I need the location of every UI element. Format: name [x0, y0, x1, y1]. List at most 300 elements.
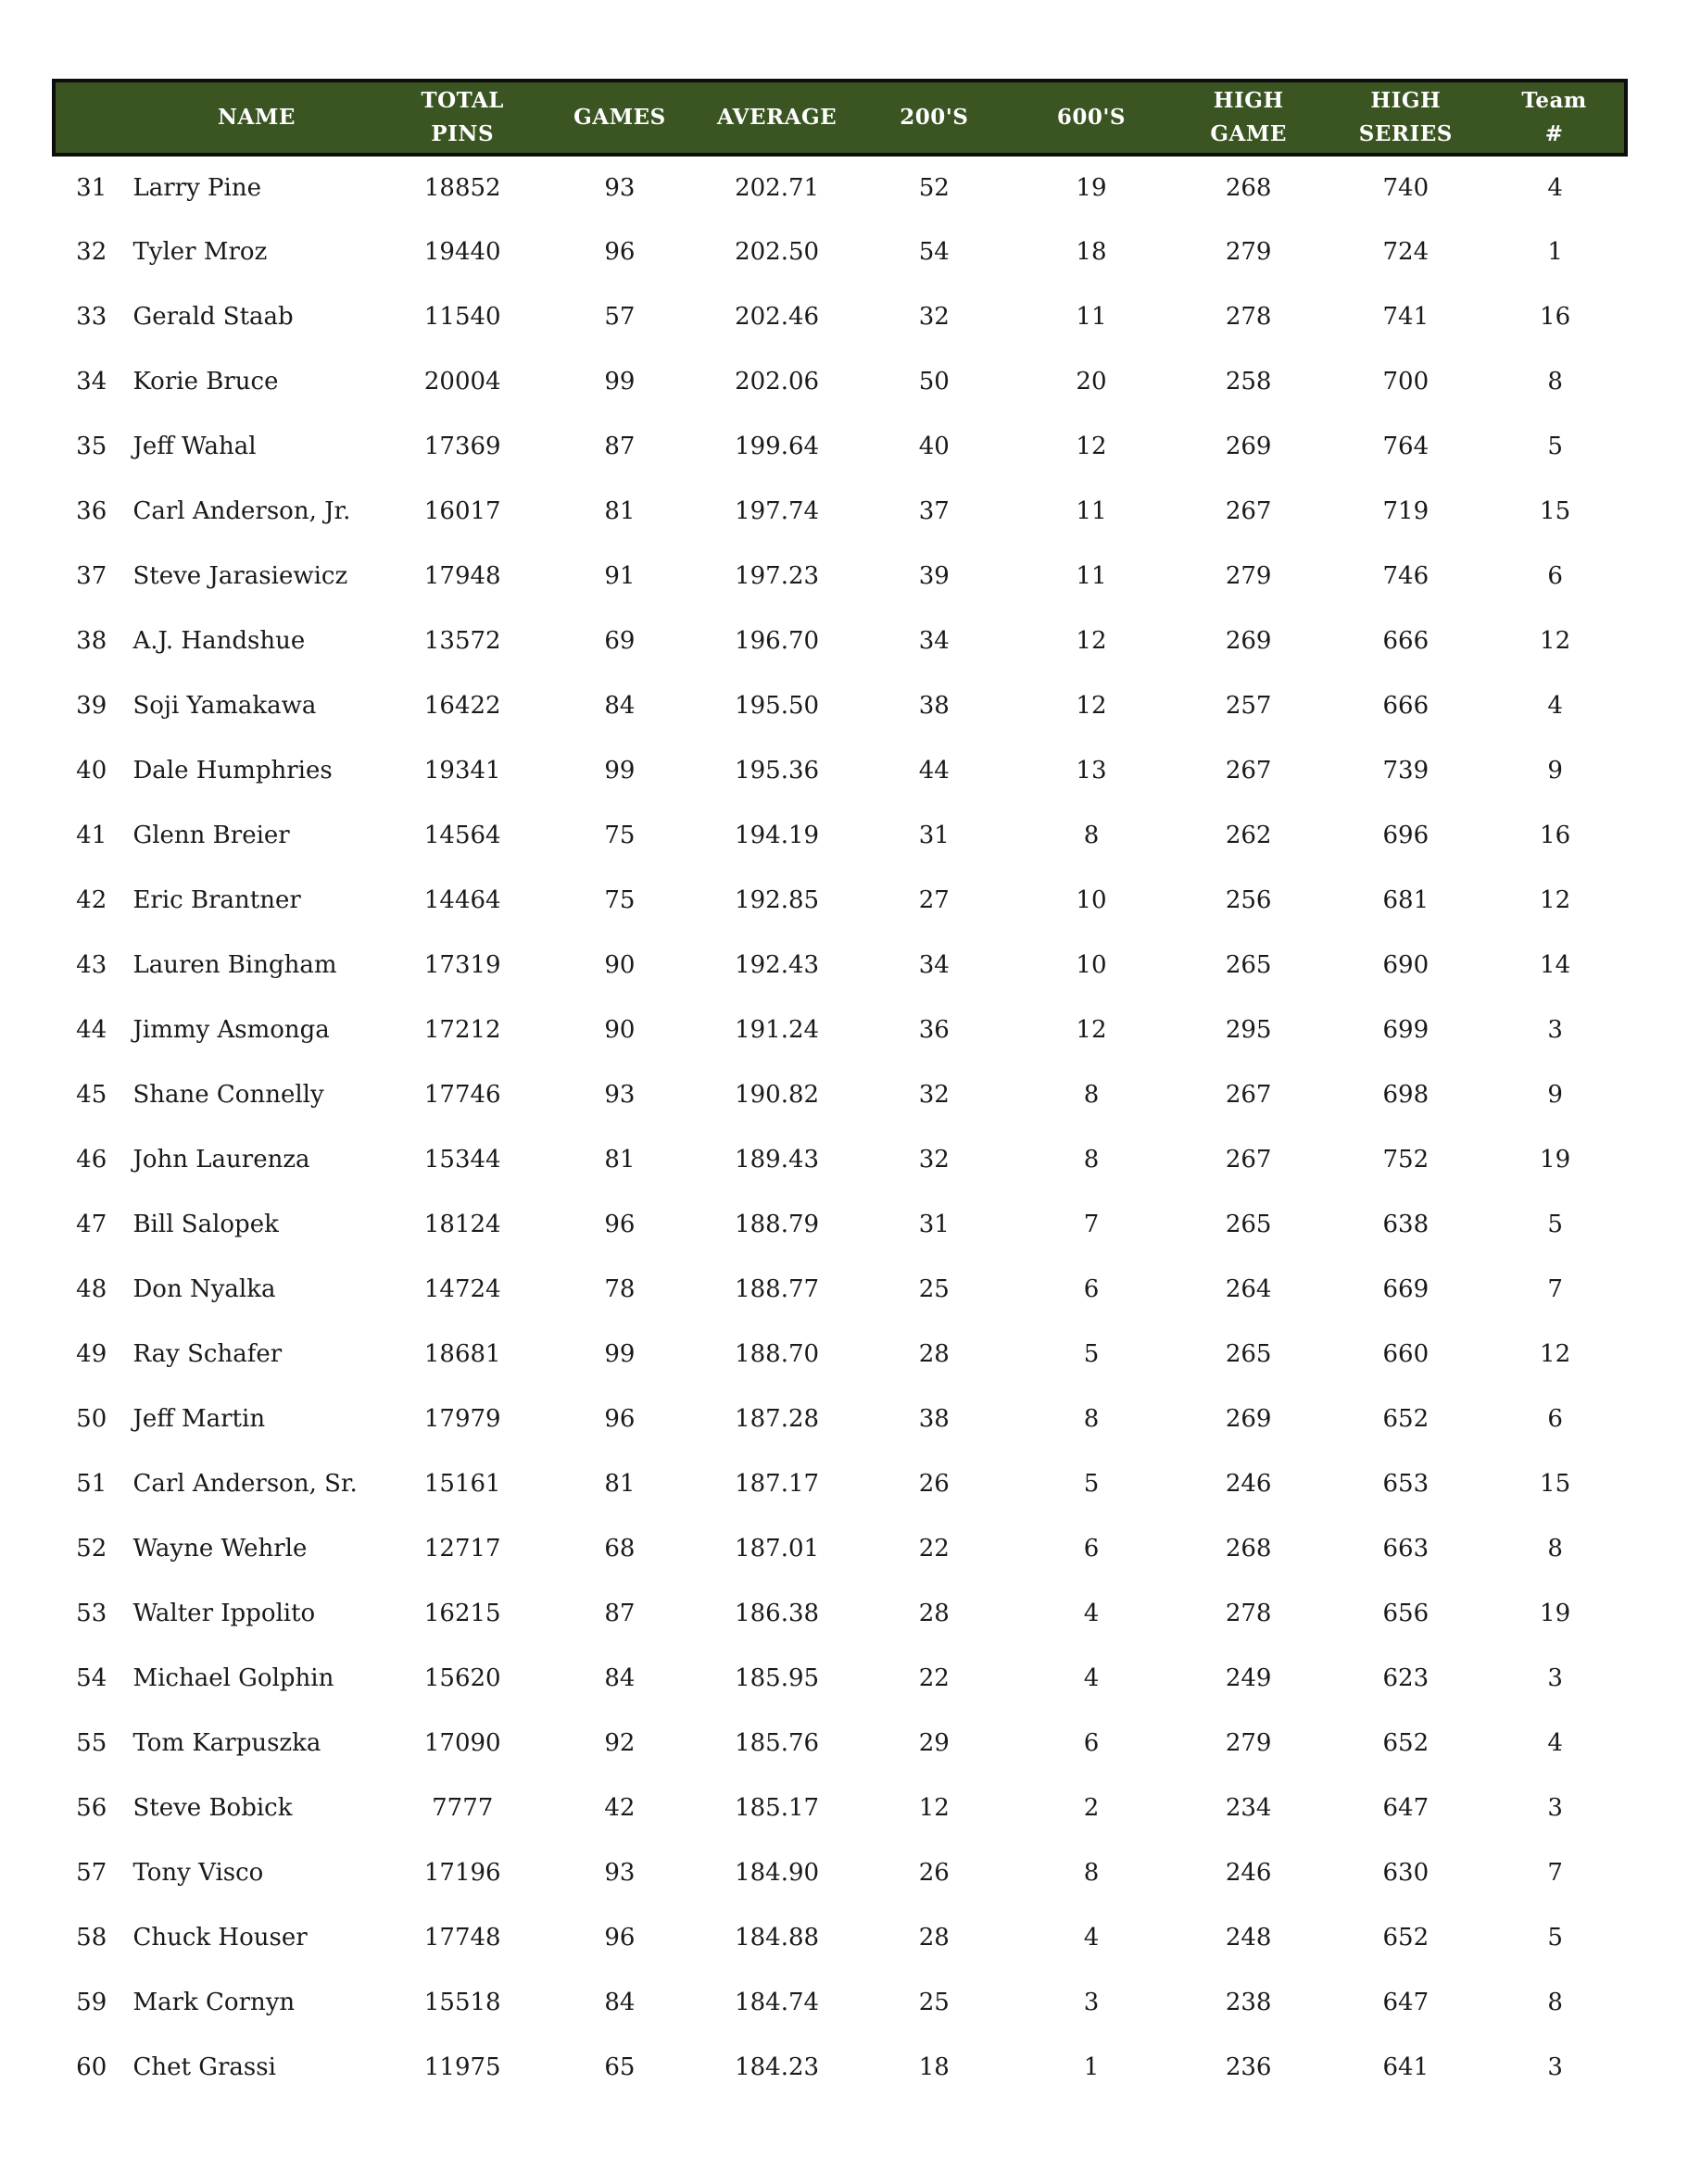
cell-total_pins: 18124: [423, 1211, 501, 1238]
cell-name: Don Nyalka: [132, 1275, 276, 1303]
table-row: [54, 1776, 1626, 1840]
cell-high_game: 267: [1225, 1146, 1272, 1174]
cell-two_hundreds: 12: [918, 1794, 950, 1822]
cell-high_series: 746: [1382, 562, 1430, 590]
table-header: [54, 81, 1626, 155]
column-header-games: [541, 81, 699, 155]
cell-six_hundreds: 12: [1076, 433, 1107, 460]
cell-average: 188.79: [735, 1211, 820, 1238]
cell-average: 187.01: [735, 1535, 820, 1563]
cell-two_hundreds: 32: [918, 1146, 950, 1174]
cell-team: 4: [1547, 692, 1563, 720]
cell-six_hundreds: 19: [1076, 174, 1107, 202]
cell-name: Wayne Wehrle: [132, 1535, 308, 1563]
cell-rank: 45: [76, 1081, 107, 1109]
cell-games: 93: [604, 1081, 636, 1109]
cell-total_pins: 15620: [423, 1664, 501, 1692]
cell-team: 7: [1547, 1275, 1563, 1303]
cell-rank: 35: [76, 433, 107, 460]
column-header-total_pins-text: PINS: [431, 121, 495, 146]
cell-average: 196.70: [735, 627, 820, 655]
cell-average: 188.77: [735, 1275, 820, 1303]
cell-rank: 42: [76, 886, 107, 914]
table-row: [54, 1711, 1626, 1776]
cell-two_hundreds: 54: [918, 238, 950, 266]
cell-six_hundreds: 11: [1076, 303, 1107, 331]
cell-high_game: 264: [1225, 1275, 1272, 1303]
cell-name: Shane Connelly: [132, 1081, 324, 1109]
cell-name: Lauren Bingham: [132, 951, 337, 979]
cell-rank: 41: [76, 822, 107, 849]
cell-high_series: 741: [1382, 303, 1430, 331]
cell-team: 3: [1547, 1016, 1563, 1044]
table-row: [54, 1387, 1626, 1451]
table-row: [54, 998, 1626, 1062]
column-header-total_pins: [384, 81, 541, 155]
cell-average: 202.46: [735, 303, 820, 331]
cell-rank: 44: [76, 1016, 107, 1044]
cell-name: John Laurenza: [132, 1146, 310, 1174]
cell-high_series: 690: [1382, 951, 1430, 979]
table-row: [54, 673, 1626, 738]
cell-average: 187.28: [735, 1405, 820, 1433]
cell-high_game: 248: [1225, 1924, 1272, 1952]
cell-games: 57: [604, 303, 636, 331]
cell-six_hundreds: 5: [1083, 1340, 1100, 1368]
cell-name: Jeff Martin: [132, 1405, 266, 1433]
cell-rank: 38: [76, 627, 107, 655]
column-header-high_game-text: HIGH: [1213, 88, 1284, 113]
cell-name: Glenn Breier: [132, 822, 290, 849]
cell-games: 92: [604, 1729, 636, 1757]
cell-average: 202.06: [735, 368, 820, 395]
cell-name: Walter Ippolito: [132, 1600, 316, 1627]
cell-average: 192.43: [735, 951, 820, 979]
cell-high_series: 724: [1382, 238, 1430, 266]
cell-team: 3: [1547, 1794, 1563, 1822]
cell-high_series: 647: [1382, 1989, 1430, 2016]
cell-games: 42: [604, 1794, 636, 1822]
cell-name: Bill Salopek: [132, 1211, 279, 1238]
cell-average: 191.24: [735, 1016, 820, 1044]
cell-average: 192.85: [735, 886, 820, 914]
cell-games: 65: [604, 2053, 636, 2081]
cell-games: 81: [604, 497, 636, 525]
table-row: [54, 544, 1626, 609]
cell-rank: 49: [76, 1340, 107, 1368]
cell-games: 78: [604, 1275, 636, 1303]
cell-team: 4: [1547, 1729, 1563, 1757]
cell-average: 190.82: [735, 1081, 820, 1109]
cell-total_pins: 16422: [423, 692, 501, 720]
cell-six_hundreds: 4: [1083, 1924, 1100, 1952]
table-row: [54, 1127, 1626, 1192]
cell-name: Gerald Staab: [132, 303, 294, 331]
cell-team: 12: [1540, 627, 1571, 655]
cell-name: Jeff Wahal: [132, 433, 257, 460]
cell-two_hundreds: 40: [918, 433, 950, 460]
cell-rank: 52: [76, 1535, 107, 1563]
cell-two_hundreds: 36: [918, 1016, 950, 1044]
cell-six_hundreds: 12: [1076, 1016, 1107, 1044]
cell-six_hundreds: 11: [1076, 562, 1107, 590]
cell-games: 90: [604, 1016, 636, 1044]
table-row: [54, 1581, 1626, 1646]
cell-name: Carl Anderson, Sr.: [132, 1470, 358, 1498]
cell-high_series: 656: [1382, 1600, 1430, 1627]
column-header-high_game: [1170, 81, 1328, 155]
cell-rank: 31: [76, 174, 107, 202]
cell-name: Tom Karpuszka: [132, 1729, 321, 1757]
cell-high_game: 262: [1225, 822, 1272, 849]
column-header-name-text: NAME: [217, 105, 296, 130]
cell-two_hundreds: 50: [918, 368, 950, 395]
table-row: [54, 155, 1626, 220]
cell-name: Chuck Houser: [132, 1924, 308, 1952]
cell-rank: 34: [76, 368, 107, 395]
cell-rank: 53: [76, 1600, 107, 1627]
cell-two_hundreds: 32: [918, 1081, 950, 1109]
cell-high_game: 265: [1225, 951, 1272, 979]
cell-games: 69: [604, 627, 636, 655]
cell-six_hundreds: 13: [1076, 757, 1107, 784]
cell-average: 184.88: [735, 1924, 820, 1952]
cell-games: 96: [604, 1211, 636, 1238]
cell-average: 197.74: [735, 497, 820, 525]
cell-total_pins: 15344: [423, 1146, 501, 1174]
cell-games: 93: [604, 1859, 636, 1887]
cell-six_hundreds: 18: [1076, 238, 1107, 266]
cell-average: 184.74: [735, 1989, 820, 2016]
cell-rank: 43: [76, 951, 107, 979]
cell-six_hundreds: 10: [1076, 886, 1107, 914]
cell-rank: 47: [76, 1211, 107, 1238]
cell-name: Tony Visco: [132, 1859, 264, 1887]
cell-rank: 36: [76, 497, 107, 525]
cell-high_series: 719: [1382, 497, 1430, 525]
cell-average: 185.17: [735, 1794, 820, 1822]
cell-team: 1: [1547, 238, 1563, 266]
cell-team: 9: [1547, 757, 1563, 784]
cell-rank: 59: [76, 1989, 107, 2016]
cell-team: 12: [1540, 886, 1571, 914]
cell-total_pins: 14724: [423, 1275, 501, 1303]
cell-high_series: 699: [1382, 1016, 1430, 1044]
cell-two_hundreds: 38: [918, 1405, 950, 1433]
cell-games: 75: [604, 886, 636, 914]
cell-high_game: 267: [1225, 1081, 1272, 1109]
column-header-high_series: [1328, 81, 1485, 155]
cell-high_series: 652: [1382, 1729, 1430, 1757]
cell-high_series: 700: [1382, 368, 1430, 395]
cell-high_series: 638: [1382, 1211, 1430, 1238]
column-header-high_series-text: SERIES: [1358, 121, 1453, 146]
cell-games: 96: [604, 1405, 636, 1433]
cell-two_hundreds: 52: [918, 174, 950, 202]
cell-two_hundreds: 27: [918, 886, 950, 914]
column-header-team-text: Team: [1521, 88, 1587, 113]
cell-two_hundreds: 28: [918, 1600, 950, 1627]
cell-team: 8: [1547, 1535, 1563, 1563]
cell-average: 185.76: [735, 1729, 820, 1757]
cell-high_series: 696: [1382, 822, 1430, 849]
table-row: [54, 803, 1626, 868]
cell-two_hundreds: 26: [918, 1859, 950, 1887]
column-header-games-text: GAMES: [573, 105, 666, 130]
cell-team: 19: [1540, 1600, 1571, 1627]
cell-games: 90: [604, 951, 636, 979]
cell-two_hundreds: 22: [918, 1664, 950, 1692]
cell-total_pins: 19341: [423, 757, 501, 784]
cell-total_pins: 19440: [423, 238, 501, 266]
column-header-six_hundreds: [1013, 81, 1170, 155]
cell-team: 3: [1547, 1664, 1563, 1692]
cell-total_pins: 17090: [423, 1729, 501, 1757]
cell-six_hundreds: 10: [1076, 951, 1107, 979]
cell-six_hundreds: 6: [1083, 1535, 1100, 1563]
column-header-team: [1484, 81, 1626, 155]
cell-games: 99: [604, 368, 636, 395]
cell-team: 4: [1547, 174, 1563, 202]
cell-high_series: 647: [1382, 1794, 1430, 1822]
column-header-two_hundreds-text: 200'S: [900, 105, 969, 130]
cell-total_pins: 12717: [423, 1535, 501, 1563]
cell-high_game: 269: [1225, 433, 1272, 460]
cell-team: 8: [1547, 1989, 1563, 2016]
cell-average: 195.36: [735, 757, 820, 784]
cell-high_game: 295: [1225, 1016, 1272, 1044]
cell-rank: 51: [76, 1470, 107, 1498]
cell-high_game: 267: [1225, 497, 1272, 525]
cell-name: Carl Anderson, Jr.: [132, 497, 351, 525]
cell-high_game: 267: [1225, 757, 1272, 784]
cell-high_game: 268: [1225, 174, 1272, 202]
cell-games: 81: [604, 1470, 636, 1498]
cell-high_series: 739: [1382, 757, 1430, 784]
cell-games: 91: [604, 562, 636, 590]
cell-team: 7: [1547, 1859, 1563, 1887]
cell-high_series: 623: [1382, 1664, 1430, 1692]
cell-rank: 54: [76, 1664, 107, 1692]
cell-two_hundreds: 39: [918, 562, 950, 590]
cell-average: 194.19: [735, 822, 820, 849]
cell-high_game: 258: [1225, 368, 1272, 395]
table-row: [54, 609, 1626, 673]
column-header-total_pins-text: TOTAL: [421, 88, 504, 113]
cell-games: 84: [604, 1664, 636, 1692]
cell-team: 16: [1540, 822, 1571, 849]
table-row: [54, 220, 1626, 284]
cell-high_series: 698: [1382, 1081, 1430, 1109]
cell-team: 15: [1540, 497, 1571, 525]
cell-total_pins: 14464: [423, 886, 501, 914]
cell-high_game: 279: [1225, 238, 1272, 266]
cell-high_game: 249: [1225, 1664, 1272, 1692]
cell-team: 6: [1547, 1405, 1563, 1433]
cell-high_game: 256: [1225, 886, 1272, 914]
cell-average: 202.71: [735, 174, 820, 202]
cell-two_hundreds: 31: [918, 1211, 950, 1238]
cell-high_series: 663: [1382, 1535, 1430, 1563]
cell-total_pins: 14564: [423, 822, 501, 849]
cell-team: 5: [1547, 1211, 1563, 1238]
cell-high_series: 740: [1382, 174, 1430, 202]
cell-total_pins: 11975: [423, 2053, 501, 2081]
cell-high_game: 278: [1225, 1600, 1272, 1627]
cell-six_hundreds: 11: [1076, 497, 1107, 525]
cell-two_hundreds: 34: [918, 627, 950, 655]
column-header-average-text: AVERAGE: [717, 105, 838, 130]
cell-two_hundreds: 29: [918, 1729, 950, 1757]
cell-total_pins: 7777: [432, 1794, 494, 1822]
cell-games: 84: [604, 1989, 636, 2016]
cell-high_series: 630: [1382, 1859, 1430, 1887]
cell-rank: 46: [76, 1146, 107, 1174]
cell-rank: 40: [76, 757, 107, 784]
cell-name: Chet Grassi: [132, 2053, 276, 2081]
cell-team: 5: [1547, 433, 1563, 460]
cell-rank: 56: [76, 1794, 107, 1822]
cell-two_hundreds: 34: [918, 951, 950, 979]
cell-high_series: 764: [1382, 433, 1430, 460]
cell-six_hundreds: 6: [1083, 1275, 1100, 1303]
cell-average: 186.38: [735, 1600, 820, 1627]
cell-team: 9: [1547, 1081, 1563, 1109]
cell-total_pins: 18681: [423, 1340, 501, 1368]
cell-average: 185.95: [735, 1664, 820, 1692]
cell-high_game: 278: [1225, 303, 1272, 331]
table-row: [54, 738, 1626, 803]
cell-average: 199.64: [735, 433, 820, 460]
table-row: [54, 933, 1626, 998]
cell-two_hundreds: 38: [918, 692, 950, 720]
table-row: [54, 1516, 1626, 1581]
cell-average: 189.43: [735, 1146, 820, 1174]
cell-team: 16: [1540, 303, 1571, 331]
cell-team: 3: [1547, 2053, 1563, 2081]
table-row: [54, 868, 1626, 933]
table-row: [54, 1905, 1626, 1970]
cell-six_hundreds: 8: [1083, 1081, 1100, 1109]
cell-high_series: 653: [1382, 1470, 1430, 1498]
cell-six_hundreds: 12: [1076, 692, 1107, 720]
cell-high_series: 652: [1382, 1924, 1430, 1952]
cell-high_series: 666: [1382, 627, 1430, 655]
cell-average: 202.50: [735, 238, 820, 266]
cell-average: 195.50: [735, 692, 820, 720]
cell-name: Soji Yamakawa: [132, 692, 317, 720]
cell-rank: 32: [76, 238, 107, 266]
cell-rank: 48: [76, 1275, 107, 1303]
cell-team: 19: [1540, 1146, 1571, 1174]
cell-total_pins: 20004: [423, 368, 501, 395]
cell-rank: 33: [76, 303, 107, 331]
cell-games: 93: [604, 174, 636, 202]
column-header-name: [129, 81, 384, 155]
cell-rank: 39: [76, 692, 107, 720]
cell-high_series: 752: [1382, 1146, 1430, 1174]
cell-two_hundreds: 25: [918, 1989, 950, 2016]
cell-team: 15: [1540, 1470, 1571, 1498]
table-row: [54, 414, 1626, 479]
cell-games: 87: [604, 1600, 636, 1627]
table-row: [54, 349, 1626, 414]
cell-total_pins: 11540: [423, 303, 501, 331]
cell-high_game: 279: [1225, 1729, 1272, 1757]
cell-games: 84: [604, 692, 636, 720]
cell-six_hundreds: 6: [1083, 1729, 1100, 1757]
table-row: [54, 1840, 1626, 1905]
cell-high_series: 666: [1382, 692, 1430, 720]
cell-two_hundreds: 28: [918, 1340, 950, 1368]
cell-high_game: 234: [1225, 1794, 1272, 1822]
cell-two_hundreds: 26: [918, 1470, 950, 1498]
cell-name: Larry Pine: [132, 174, 261, 202]
table-row: [54, 2035, 1626, 2100]
cell-total_pins: 13572: [423, 627, 501, 655]
table-row: [54, 1646, 1626, 1711]
cell-high_game: 238: [1225, 1989, 1272, 2016]
cell-six_hundreds: 2: [1083, 1794, 1100, 1822]
column-header-average: [699, 81, 856, 155]
cell-games: 75: [604, 822, 636, 849]
cell-high_series: 669: [1382, 1275, 1430, 1303]
cell-name: Dale Humphries: [132, 757, 333, 784]
cell-name: Ray Schafer: [132, 1340, 283, 1368]
cell-name: Steve Jarasiewicz: [132, 562, 348, 590]
cell-high_game: 269: [1225, 1405, 1272, 1433]
cell-two_hundreds: 37: [918, 497, 950, 525]
cell-six_hundreds: 3: [1083, 1989, 1100, 2016]
column-header-high_game-text: GAME: [1210, 121, 1287, 146]
table-body: [54, 155, 1626, 2100]
cell-name: Steve Bobick: [132, 1794, 293, 1822]
cell-six_hundreds: 12: [1076, 627, 1107, 655]
cell-two_hundreds: 22: [918, 1535, 950, 1563]
cell-total_pins: 17746: [423, 1081, 501, 1109]
cell-name: Korie Bruce: [132, 368, 279, 395]
cell-high_game: 268: [1225, 1535, 1272, 1563]
table-row: [54, 284, 1626, 349]
cell-average: 184.23: [735, 2053, 820, 2081]
table-row: [54, 1322, 1626, 1387]
cell-high_series: 681: [1382, 886, 1430, 914]
cell-team: 12: [1540, 1340, 1571, 1368]
cell-two_hundreds: 25: [918, 1275, 950, 1303]
cell-six_hundreds: 4: [1083, 1600, 1100, 1627]
cell-high_game: 257: [1225, 692, 1272, 720]
cell-total_pins: 15161: [423, 1470, 501, 1498]
cell-average: 197.23: [735, 562, 820, 590]
cell-total_pins: 17196: [423, 1859, 501, 1887]
cell-rank: 58: [76, 1924, 107, 1952]
cell-rank: 50: [76, 1405, 107, 1433]
column-header-team-text: #: [1544, 121, 1564, 146]
table-row: [54, 479, 1626, 544]
cell-high_game: 246: [1225, 1470, 1272, 1498]
cell-six_hundreds: 8: [1083, 1146, 1100, 1174]
header-row: [54, 81, 1626, 155]
column-header-rank: [54, 81, 129, 155]
cell-two_hundreds: 32: [918, 303, 950, 331]
cell-high_game: 279: [1225, 562, 1272, 590]
cell-total_pins: 17948: [423, 562, 501, 590]
cell-name: Mark Cornyn: [132, 1989, 296, 2016]
table-row: [54, 1257, 1626, 1322]
cell-high_series: 660: [1382, 1340, 1430, 1368]
cell-team: 14: [1540, 951, 1571, 979]
cell-average: 187.17: [735, 1470, 820, 1498]
